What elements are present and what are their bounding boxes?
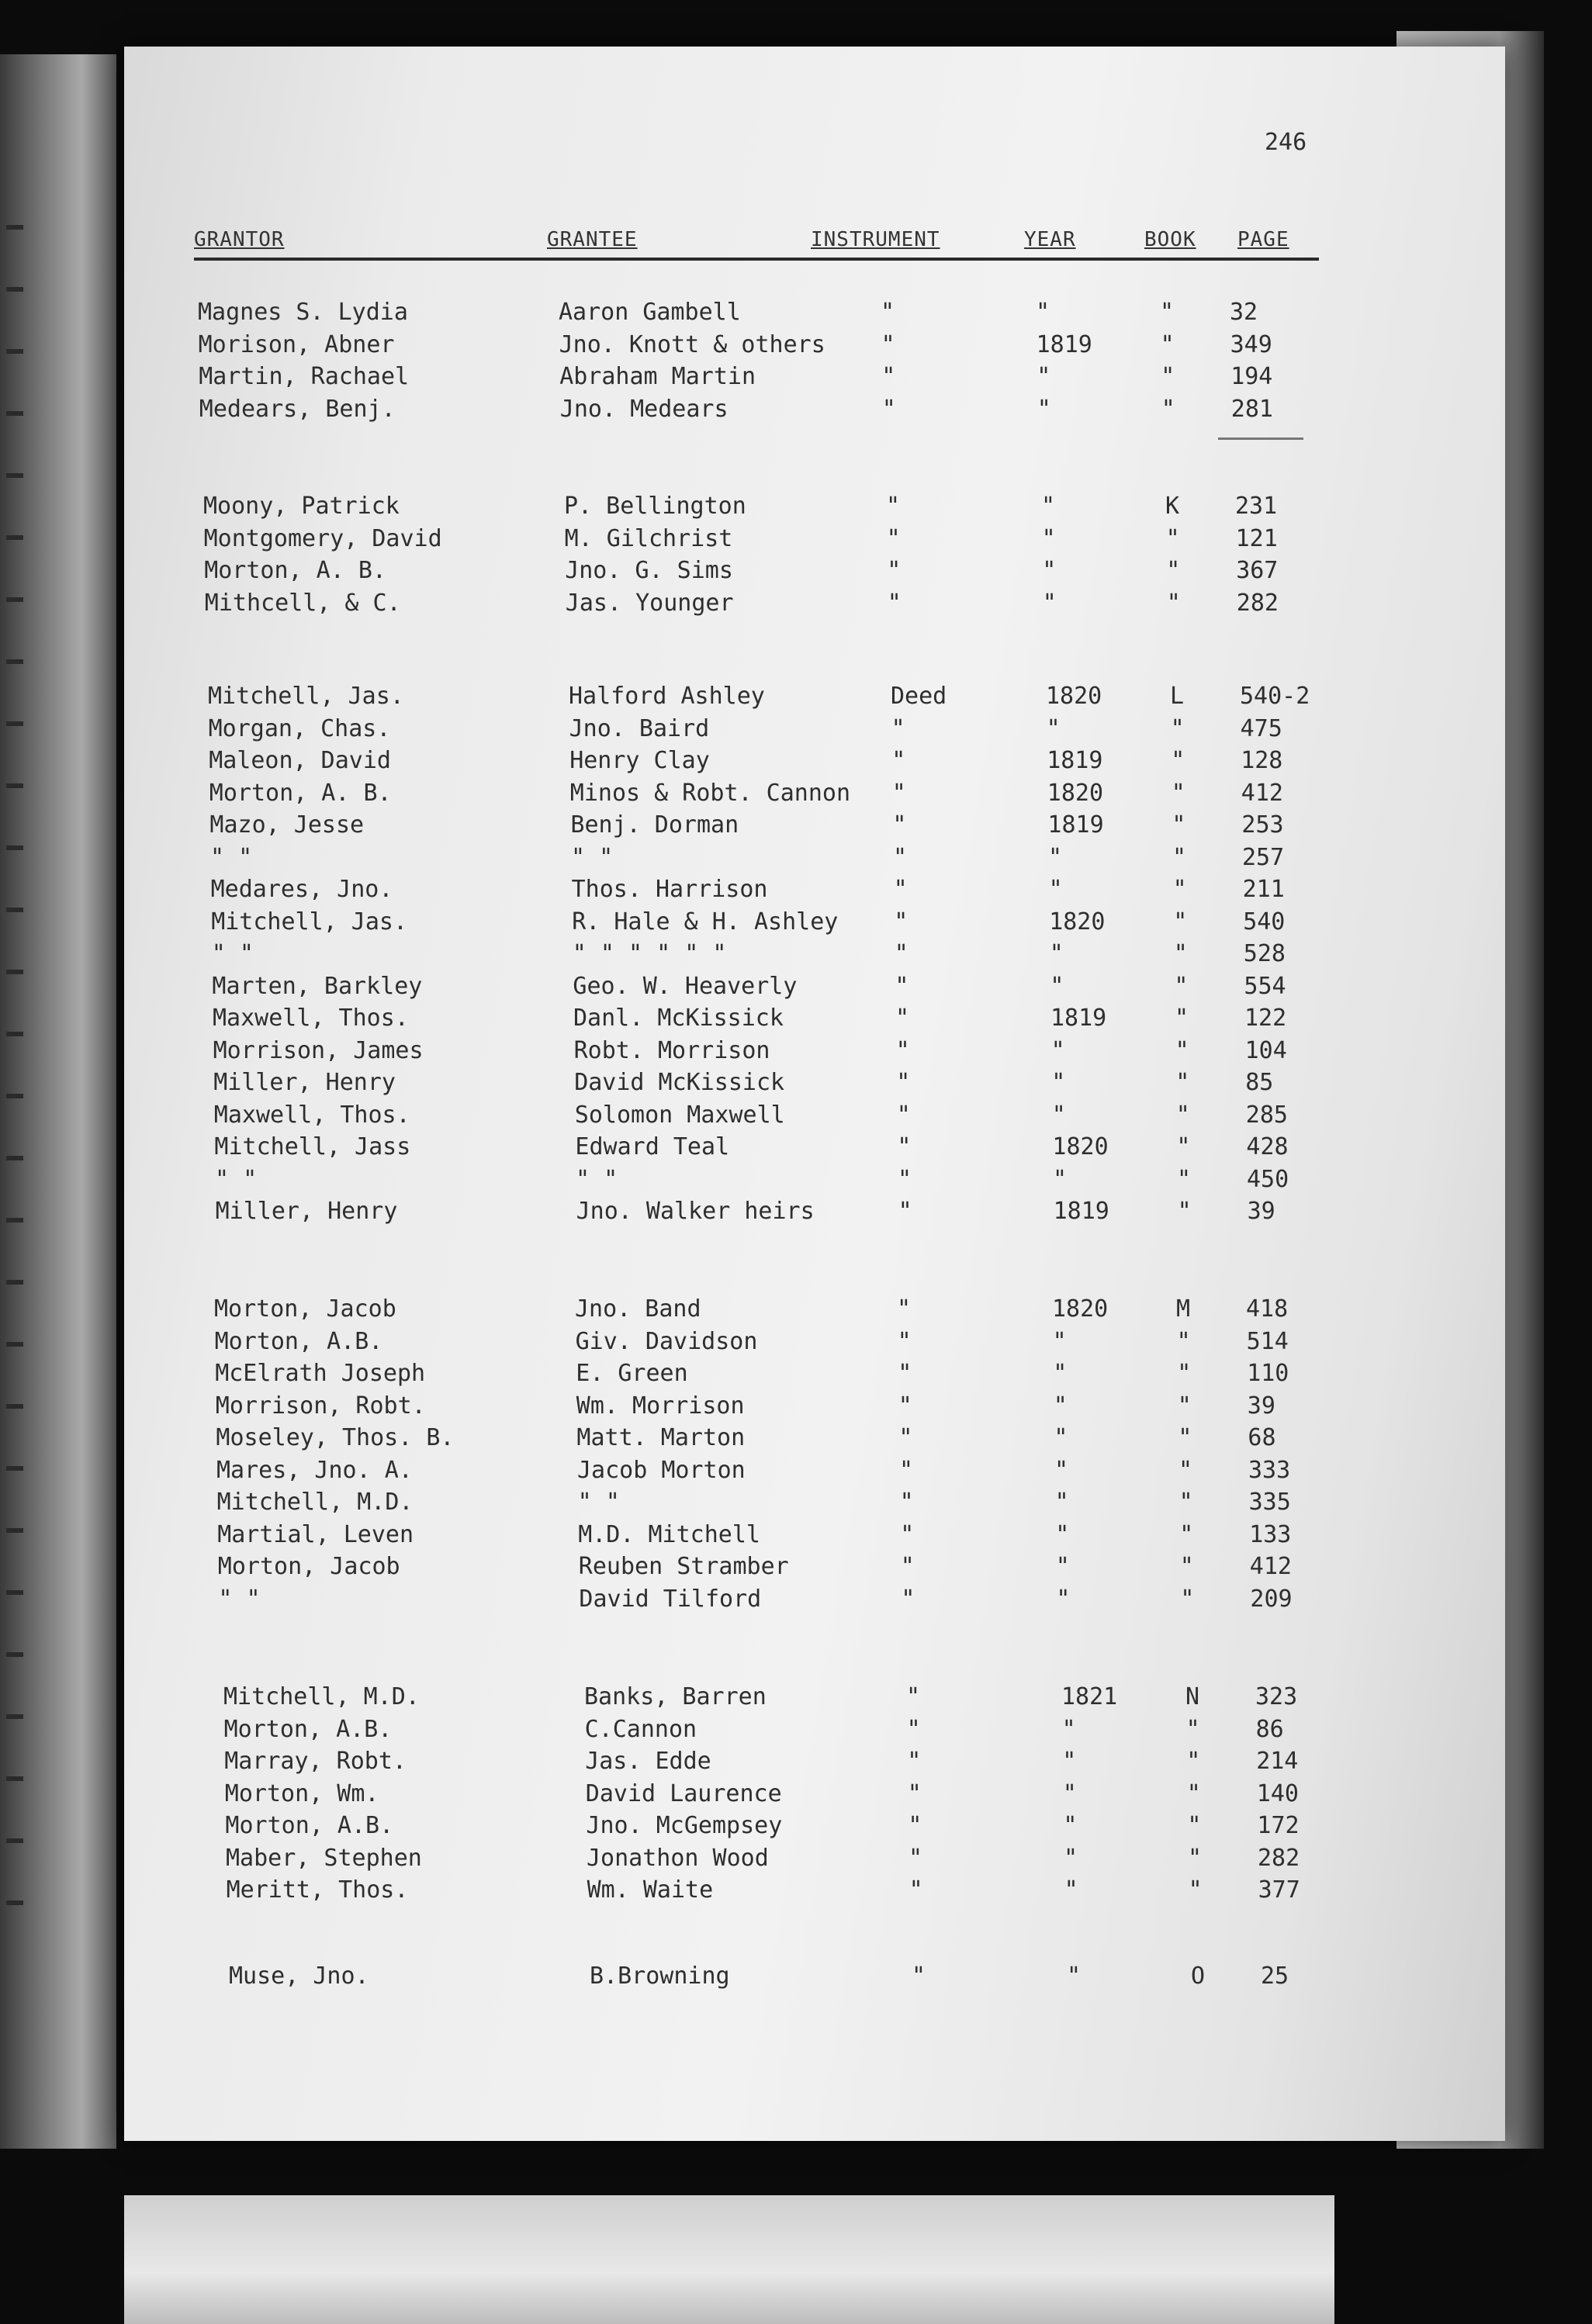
cell-year: " xyxy=(1064,1876,1078,1904)
cell-page: 282 xyxy=(1258,1844,1300,1872)
cell-year: 1819 xyxy=(1050,1005,1107,1032)
cell-book: " xyxy=(1160,299,1175,326)
cell-instrument: " xyxy=(891,747,906,774)
cell-instrument: " xyxy=(908,1812,922,1839)
cell-instrument: " xyxy=(908,1876,923,1904)
cell-grantee: Jas. Younger xyxy=(565,589,734,617)
cell-year: " xyxy=(1051,1069,1066,1096)
cell-grantee: Geo. W. Heaverly xyxy=(573,972,798,1000)
cell-year: " xyxy=(1051,1101,1066,1129)
cell-year: " xyxy=(1053,1360,1068,1387)
cell-grantor: Miller, Henry xyxy=(215,1198,398,1225)
page-edge-mark xyxy=(6,411,23,416)
cell-year: 1821 xyxy=(1061,1683,1118,1710)
cell-grantee: " " xyxy=(571,843,614,871)
cell-grantee: Aaron Gambell xyxy=(559,299,741,326)
page-edge-mark xyxy=(6,970,23,974)
cell-grantor: Morrison, Robt. xyxy=(215,1392,426,1420)
cell-year: " xyxy=(1048,876,1063,903)
cell-year: " xyxy=(1061,1715,1076,1743)
cell-year: " xyxy=(1054,1456,1069,1484)
cell-book: " xyxy=(1187,1812,1202,1839)
cell-grantor: Morton, A.B. xyxy=(223,1715,393,1743)
cell-book: " xyxy=(1175,1036,1189,1064)
cell-book: " xyxy=(1186,1779,1201,1807)
cell-book: " xyxy=(1166,589,1181,617)
cell-grantee: David McKissick xyxy=(574,1069,785,1096)
cell-grantor: Mitchell, M.D. xyxy=(216,1489,414,1516)
cell-instrument: " xyxy=(906,1683,921,1710)
cell-instrument: " xyxy=(891,714,905,742)
page-edge-mark xyxy=(6,721,23,726)
cell-instrument: Deed xyxy=(891,683,947,710)
cell-grantee: Abraham Martin xyxy=(559,363,756,390)
header-page: PAGE xyxy=(1237,228,1289,251)
cell-book: M xyxy=(1176,1295,1191,1323)
page-edge-mark xyxy=(6,1156,23,1160)
cell-page: 104 xyxy=(1244,1036,1287,1064)
cell-instrument: " xyxy=(898,1360,912,1387)
cell-page: 257 xyxy=(1242,843,1285,871)
cell-page: 231 xyxy=(1235,493,1278,520)
cell-instrument: " xyxy=(881,395,896,423)
page-number: 246 xyxy=(1265,129,1307,156)
cell-grantee: Minos & Robt. Cannon xyxy=(569,779,851,807)
page-edge-mark xyxy=(6,287,23,292)
cell-book: " xyxy=(1175,1101,1190,1129)
cell-year: " xyxy=(1042,589,1057,617)
cell-grantee: B.Browning xyxy=(590,1963,730,1990)
cell-instrument: " xyxy=(897,1133,912,1160)
cell-grantee: Giv. Davidson xyxy=(575,1327,758,1355)
cell-instrument: " xyxy=(899,1489,914,1516)
cell-book: N xyxy=(1185,1683,1200,1710)
cell-grantee: E. Green xyxy=(576,1360,688,1387)
page-edge-mark xyxy=(6,473,23,478)
cell-year: " xyxy=(1064,1844,1078,1872)
cell-grantor: Montgomery, David xyxy=(203,524,442,552)
cell-book: " xyxy=(1161,395,1175,423)
cell-page: 68 xyxy=(1248,1424,1276,1451)
cell-grantor: Mazo, Jesse xyxy=(209,811,365,839)
cell-grantee: Jno. Knott & others xyxy=(559,330,825,358)
cell-year: 1820 xyxy=(1046,683,1102,710)
page-edge-mark xyxy=(6,1528,23,1533)
cell-year: " xyxy=(1037,395,1051,423)
page-edge-mark xyxy=(6,908,23,912)
cell-year: " xyxy=(1062,1779,1077,1807)
cell-book: " xyxy=(1165,524,1180,552)
cell-page: 122 xyxy=(1244,1005,1287,1032)
cell-book: O xyxy=(1191,1963,1206,1990)
cell-grantor: Morton, Jacob xyxy=(214,1295,396,1323)
cell-grantee: Jno. Band xyxy=(575,1295,701,1323)
cell-year: " xyxy=(1049,940,1064,967)
cell-grantor: Martin, Rachael xyxy=(199,363,410,390)
cell-instrument: " xyxy=(886,493,901,520)
cell-grantor: Muse, Jno. xyxy=(229,1963,369,1990)
cell-year: 1819 xyxy=(1047,747,1103,774)
cell-instrument: " xyxy=(898,1165,912,1193)
cell-grantor: Magnes S. Lydia xyxy=(198,299,408,326)
cell-grantee: R. Hale & H. Ashley xyxy=(572,908,839,935)
cell-grantor: Moseley, Thos. B. xyxy=(216,1424,455,1451)
cell-instrument: " xyxy=(887,589,902,617)
cell-grantee: Solomon Maxwell xyxy=(574,1101,785,1129)
cell-instrument: " xyxy=(893,876,908,903)
cell-instrument: " xyxy=(897,1295,912,1323)
cell-book: " xyxy=(1176,1327,1191,1355)
cell-instrument: " xyxy=(894,908,908,935)
cell-grantee: Jno. Walker heirs xyxy=(576,1198,815,1225)
cell-year: 1820 xyxy=(1049,908,1106,935)
cell-grantor: " " xyxy=(215,1165,258,1193)
cell-year: 1820 xyxy=(1052,1133,1109,1160)
cell-book: " xyxy=(1188,1876,1203,1904)
cell-grantee: M. Gilchrist xyxy=(564,524,733,552)
header-year: YEAR xyxy=(1024,228,1076,251)
cell-year: 1819 xyxy=(1053,1198,1109,1225)
page-edge-mark xyxy=(6,1032,23,1036)
cell-page: 412 xyxy=(1249,1553,1292,1580)
cell-page: 39 xyxy=(1247,1198,1275,1225)
cell-year: " xyxy=(1054,1424,1068,1451)
cell-instrument: " xyxy=(900,1553,915,1580)
cell-grantee: Halford Ashley xyxy=(569,683,765,710)
cell-book: " xyxy=(1177,1392,1192,1420)
cell-grantee: Edward Teal xyxy=(575,1133,730,1160)
cell-book: " xyxy=(1177,1360,1192,1387)
cell-grantor: Marray, Robt. xyxy=(224,1748,407,1775)
cell-grantee: Jonathon Wood xyxy=(587,1844,769,1872)
cell-page: 211 xyxy=(1242,876,1285,903)
cell-grantor: " " xyxy=(210,843,253,871)
cell-book: " xyxy=(1171,747,1185,774)
cell-grantee: P. Bellington xyxy=(564,493,746,520)
cell-instrument: " xyxy=(895,972,909,1000)
cell-page: 140 xyxy=(1256,1779,1299,1807)
table-header xyxy=(194,225,1319,261)
cell-instrument: " xyxy=(899,1456,914,1484)
cell-year: 1819 xyxy=(1036,330,1092,358)
cell-page: 333 xyxy=(1248,1456,1291,1484)
cell-book: " xyxy=(1185,1715,1200,1743)
cell-grantee: Jno. Medears xyxy=(559,395,729,423)
cell-book: " xyxy=(1188,1844,1203,1872)
cell-grantee: Danl. McKissick xyxy=(573,1005,784,1032)
cell-grantor: Mithcell, & C. xyxy=(204,589,401,617)
cell-year: 1819 xyxy=(1047,811,1104,839)
cell-grantee: M.D. Mitchell xyxy=(578,1520,760,1548)
cell-grantor: Morton, A. B. xyxy=(209,779,392,807)
cell-instrument: " xyxy=(906,1715,921,1743)
cell-page: 528 xyxy=(1243,940,1286,967)
cell-instrument: " xyxy=(881,363,896,390)
page-edge-mark xyxy=(6,1094,23,1098)
cell-year: " xyxy=(1054,1489,1069,1516)
cell-page: 418 xyxy=(1246,1295,1289,1323)
cell-page: 540-2 xyxy=(1240,683,1310,710)
cell-book: " xyxy=(1172,811,1186,839)
page-edge-mark xyxy=(6,846,23,850)
cell-grantor: Maxwell, Thos. xyxy=(213,1005,409,1032)
section-rule xyxy=(1218,437,1303,440)
page-edge-mark xyxy=(6,349,23,354)
cell-book: " xyxy=(1180,1585,1195,1613)
cell-book: " xyxy=(1173,908,1188,935)
header-grantor: GRANTOR xyxy=(194,228,285,251)
cell-instrument: " xyxy=(887,557,902,584)
cell-grantor: Morrison, James xyxy=(213,1036,424,1064)
cell-page: 194 xyxy=(1230,363,1273,390)
header-book: BOOK xyxy=(1144,228,1196,251)
cell-grantor: Morton, A.B. xyxy=(225,1812,394,1839)
cell-page: 323 xyxy=(1255,1683,1298,1710)
cell-grantor: Medears, Benj. xyxy=(199,395,396,423)
page-edge-mark xyxy=(6,1466,23,1471)
cell-page: 540 xyxy=(1243,908,1286,935)
cell-year: " xyxy=(1055,1520,1070,1548)
cell-book: " xyxy=(1177,1165,1192,1193)
page-edge-mark xyxy=(6,783,23,788)
cell-page: 209 xyxy=(1250,1585,1293,1613)
cell-grantor: Morton, A.B. xyxy=(214,1327,383,1355)
cell-instrument: " xyxy=(901,1585,915,1613)
cell-instrument: " xyxy=(908,1844,923,1872)
cell-grantee: Henry Clay xyxy=(569,747,710,774)
page-edge-mark xyxy=(6,1652,23,1657)
cell-year: " xyxy=(1037,363,1051,390)
cell-page: 367 xyxy=(1236,557,1279,584)
header-grantee: GRANTEE xyxy=(547,228,638,251)
cell-page: 281 xyxy=(1230,395,1273,423)
page-edge-mark xyxy=(6,1838,23,1843)
cell-book: " xyxy=(1170,714,1185,742)
cell-page: 133 xyxy=(1249,1520,1292,1548)
cell-grantee: Jno. McGempsey xyxy=(586,1812,783,1839)
cell-page: 412 xyxy=(1241,779,1283,807)
cell-page: 214 xyxy=(1256,1748,1299,1775)
cell-grantor: Mitchell, Jas. xyxy=(211,908,408,935)
cell-year: " xyxy=(1055,1553,1070,1580)
cell-page: 349 xyxy=(1230,330,1272,358)
cell-grantor: McElrath Joseph xyxy=(215,1360,426,1387)
cell-instrument: " xyxy=(898,1424,913,1451)
cell-grantee: C.Cannon xyxy=(584,1715,697,1743)
cell-instrument: " xyxy=(892,811,907,839)
cell-page: 39 xyxy=(1247,1392,1275,1420)
cell-page: 172 xyxy=(1257,1812,1300,1839)
cell-book: " xyxy=(1166,557,1181,584)
cell-page: 32 xyxy=(1230,299,1258,326)
page-edge-mark xyxy=(6,1280,23,1285)
cell-page: 128 xyxy=(1241,747,1283,774)
cell-book: " xyxy=(1171,779,1185,807)
page-edge-mark xyxy=(6,225,23,230)
cell-page: 377 xyxy=(1258,1876,1300,1904)
cell-grantee: David Laurence xyxy=(585,1779,782,1807)
cell-grantor: Mitchell, M.D. xyxy=(223,1683,420,1710)
cell-grantee: Jacob Morton xyxy=(577,1456,746,1484)
cell-grantor: Morton, Jacob xyxy=(217,1553,400,1580)
cell-year: " xyxy=(1046,714,1061,742)
cell-grantor: " " xyxy=(218,1585,261,1613)
cell-book: " xyxy=(1161,363,1175,390)
cell-grantor: Moony, Patrick xyxy=(203,493,400,520)
cell-year: " xyxy=(1036,299,1050,326)
cell-grantee: Jno. Baird xyxy=(569,714,710,742)
cell-instrument: " xyxy=(881,330,895,358)
cell-grantee: " " xyxy=(576,1165,618,1193)
cell-grantor: Maber, Stephen xyxy=(226,1844,422,1872)
cell-instrument: " xyxy=(893,843,908,871)
cell-page: 253 xyxy=(1241,811,1284,839)
cell-instrument: " xyxy=(881,299,895,326)
cell-book: " xyxy=(1176,1133,1191,1160)
cell-book: " xyxy=(1175,1069,1190,1096)
cell-year: " xyxy=(1053,1392,1068,1420)
cell-page: 86 xyxy=(1255,1715,1284,1743)
cell-grantor: Medares, Jno. xyxy=(210,876,393,903)
cell-page: 335 xyxy=(1248,1489,1291,1516)
cell-page: 285 xyxy=(1245,1101,1288,1129)
page-edge-mark xyxy=(6,1900,23,1905)
cell-page: 121 xyxy=(1235,524,1278,552)
cell-book: " xyxy=(1172,843,1187,871)
cell-page: 85 xyxy=(1245,1069,1274,1096)
page-edge-mark xyxy=(6,1218,23,1223)
cell-grantor: Morison, Abner xyxy=(198,330,395,358)
cell-grantee: Jas. Edde xyxy=(585,1748,711,1775)
cell-grantor: " " xyxy=(211,940,254,967)
cell-year: " xyxy=(1050,972,1064,1000)
cell-instrument: " xyxy=(900,1520,915,1548)
cell-grantor: Morton, A. B. xyxy=(204,557,386,584)
cell-instrument: " xyxy=(907,1779,922,1807)
cell-year: " xyxy=(1050,1036,1065,1064)
cell-page: 25 xyxy=(1261,1963,1289,1990)
cell-year: " xyxy=(1056,1585,1071,1613)
cell-book: K xyxy=(1165,493,1180,520)
cell-grantee: Wm. Waite xyxy=(587,1876,714,1904)
cell-year: 1820 xyxy=(1052,1295,1109,1323)
cell-page: 554 xyxy=(1244,972,1286,1000)
cell-instrument: " xyxy=(896,1101,911,1129)
cell-year: 1820 xyxy=(1047,779,1104,807)
cell-year: " xyxy=(1042,557,1057,584)
cell-grantee: Benj. Dorman xyxy=(570,811,739,839)
cell-instrument: " xyxy=(894,940,908,967)
cell-book: " xyxy=(1172,876,1187,903)
cell-page: 475 xyxy=(1240,714,1282,742)
cell-book: " xyxy=(1178,1456,1193,1484)
cell-page: 514 xyxy=(1246,1327,1289,1355)
cell-book: L xyxy=(1170,683,1185,710)
cell-year: " xyxy=(1053,1165,1068,1193)
cell-instrument: " xyxy=(895,1036,910,1064)
cell-grantee: Wm. Morrison xyxy=(576,1392,745,1420)
cell-grantee: Jno. G. Sims xyxy=(565,557,733,584)
cell-instrument: " xyxy=(891,779,906,807)
cell-instrument: " xyxy=(897,1327,912,1355)
page-edge-mark xyxy=(6,1342,23,1347)
cell-book: " xyxy=(1173,940,1188,967)
cell-grantee: Banks, Barren xyxy=(584,1683,767,1710)
cell-book: " xyxy=(1178,1424,1192,1451)
cell-instrument: " xyxy=(898,1392,912,1420)
cell-grantor: Maleon, David xyxy=(209,747,391,774)
cell-page: 110 xyxy=(1247,1360,1289,1387)
cell-grantor: Marten, Barkley xyxy=(212,972,423,1000)
page-edge-mark xyxy=(6,659,23,664)
cell-grantor: Mares, Jno. A. xyxy=(216,1456,413,1484)
cell-year: " xyxy=(1041,524,1056,552)
cell-book: " xyxy=(1179,1553,1194,1580)
cell-instrument: " xyxy=(898,1198,912,1225)
cell-page: 282 xyxy=(1236,589,1279,617)
cell-book: " xyxy=(1177,1198,1192,1225)
cell-book: " xyxy=(1178,1489,1193,1516)
cell-book: " xyxy=(1160,330,1175,358)
cell-grantee: " " " " " " xyxy=(572,940,727,967)
cell-grantor: Martial, Leven xyxy=(217,1520,414,1548)
cell-grantee: Robt. Morrison xyxy=(573,1036,770,1064)
cell-instrument: " xyxy=(907,1748,922,1775)
cell-grantor: Maxwell, Thos. xyxy=(213,1101,410,1129)
cell-year: " xyxy=(1067,1963,1082,1990)
cell-page: 450 xyxy=(1247,1165,1289,1193)
cell-book: " xyxy=(1179,1520,1194,1548)
cell-year: " xyxy=(1048,843,1063,871)
cell-book: " xyxy=(1174,972,1189,1000)
cell-book: " xyxy=(1175,1005,1189,1032)
page-edge-mark xyxy=(6,1714,23,1719)
cell-instrument: " xyxy=(912,1963,926,1990)
cell-grantor: Morgan, Chas. xyxy=(208,714,391,742)
cell-grantee: Matt. Marton xyxy=(576,1424,746,1451)
cell-book: " xyxy=(1186,1748,1201,1775)
cell-grantor: Miller, Henry xyxy=(213,1069,396,1096)
page-edge-mark xyxy=(6,1404,23,1409)
cell-grantor: Mitchell, Jass xyxy=(214,1133,411,1160)
cell-year: " xyxy=(1052,1327,1067,1355)
cell-grantee: David Tilford xyxy=(579,1585,762,1613)
cell-year: " xyxy=(1062,1748,1077,1775)
page-edge-mark xyxy=(6,535,23,540)
scanner-bed-strip xyxy=(124,2195,1334,2324)
cell-year: " xyxy=(1041,493,1056,520)
page-edge-mark xyxy=(6,1776,23,1781)
cell-grantor: Mitchell, Jas. xyxy=(208,683,404,710)
header-instrument: INSTRUMENT xyxy=(811,228,940,251)
cell-year: " xyxy=(1063,1812,1078,1839)
cell-page: 428 xyxy=(1246,1133,1289,1160)
page-edge-mark xyxy=(6,1590,23,1595)
cell-grantor: Meritt, Thos. xyxy=(226,1876,409,1904)
cell-grantor: Morton, Wm. xyxy=(224,1779,379,1807)
cell-grantee: " " xyxy=(577,1489,620,1516)
cell-grantee: Thos. Harrison xyxy=(571,876,768,903)
page-edge-mark xyxy=(6,597,23,602)
cell-instrument: " xyxy=(896,1069,911,1096)
cell-instrument: " xyxy=(886,524,901,552)
cell-grantee: Reuben Stramber xyxy=(578,1553,789,1580)
cell-instrument: " xyxy=(895,1005,910,1032)
adjacent-book-page xyxy=(0,54,116,2149)
